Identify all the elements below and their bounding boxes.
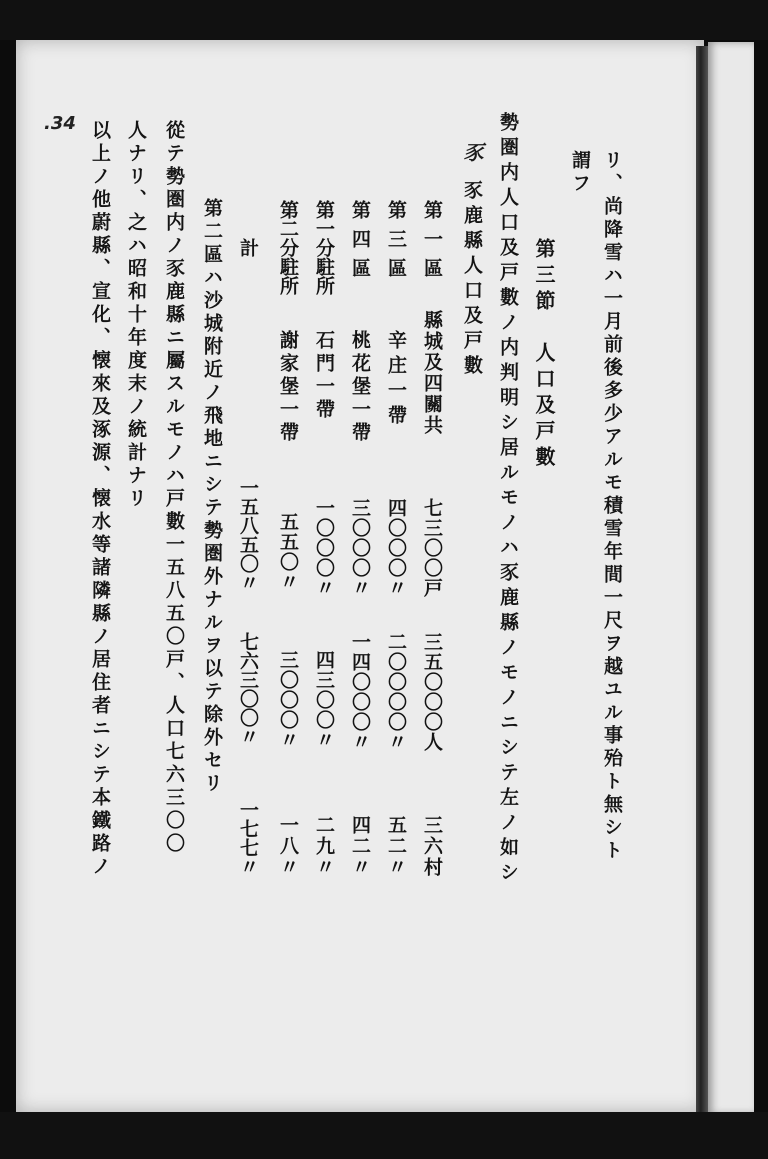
note-line-1: 第二區ハ沙城附近ノ飛地ニシテ勢圏外ナルヲ以テ除外セリ [201,198,223,796]
table-heading: 豕鹿縣人口及戸數 [461,180,483,380]
section-heading: 第三節 人口及戸數 [532,238,556,472]
table-row-3-villages: 四二〃 [349,815,371,878]
table-row-4-population: 四三〇〇〃 [313,650,335,750]
table-row-3-area: 桃花堡一帶 [349,330,371,445]
table-row-5-population: 三〇〇〇〃 [277,650,299,750]
table-row-5-district: 第二分駐所 [277,200,299,295]
table-row-4-district: 第一分駐所 [313,200,335,295]
scan-border-bottom [0,1112,768,1159]
table-row-2-district: 第三區 [385,200,407,287]
note-line-2: 從テ勢圏内ノ豕鹿縣ニ屬スルモノハ戸數一五八五〇戸、人口七六三〇〇 [163,120,185,856]
body-line-2: 謂フ [569,150,591,196]
table-total-villages: 一七七〃 [237,800,259,876]
body-line-1: リ、尚降雪ハ一月前後多少アルモ積雪年間一尺ヲ越ユル事殆ト無シト [601,150,623,863]
table-row-2-population: 二〇〇〇〇〃 [385,632,407,752]
table-row-1-households: 七三〇〇戸 [421,498,443,598]
table-row-1-population: 三五〇〇〇人 [421,632,443,752]
table-total-households: 一五八五〇〃 [237,478,259,592]
table-row-4-area: 石門一帶 [313,330,335,422]
table-row-4-villages: 二九〃 [313,815,335,878]
table-row-5-households: 五五〇〃 [277,512,299,592]
note-line-3: 人ナリ、之ハ昭和十年度末ノ統計ナリ [125,120,147,511]
table-row-1-area: 縣城及四關共 [421,310,443,436]
table-row-3-population: 一四〇〇〇〃 [349,632,371,752]
table-row-3-district: 第四區 [349,200,371,287]
table-row-5-area: 謝家堡一帶 [277,330,299,445]
note-line-4: 以上ノ他蔚縣、宣化、懐來及涿源、懐水等諸隣縣ノ居住者ニシテ本鐵路ノ [89,120,111,879]
table-row-5-villages: 一八〃 [277,815,299,878]
table-row-3-households: 三〇〇〇〃 [349,498,371,598]
table-total-population: 七六三〇〇〃 [237,632,259,746]
page-number: .34 [44,113,76,134]
table-row-2-villages: 五二〃 [385,815,407,878]
book-spine-shadow [696,46,708,1112]
table-row-4-households: 一〇〇〇〃 [313,498,335,598]
table-row-2-households: 四〇〇〇〃 [385,498,407,598]
intro-line: 勢圏内人口及戸數ノ内判明シ居ルモノハ豕鹿縣ノモノニシテ左ノ如シ [497,112,519,887]
next-page-edge [708,42,754,1114]
table-row-1-villages: 三六村 [421,815,443,878]
margin-annotation: 豕 [460,142,484,162]
table-total-label: 計 [237,238,259,261]
table-row-1-district: 第一區 [421,200,443,287]
scan-border-top [0,0,768,40]
table-row-2-area: 辛庄一帶 [385,330,407,430]
